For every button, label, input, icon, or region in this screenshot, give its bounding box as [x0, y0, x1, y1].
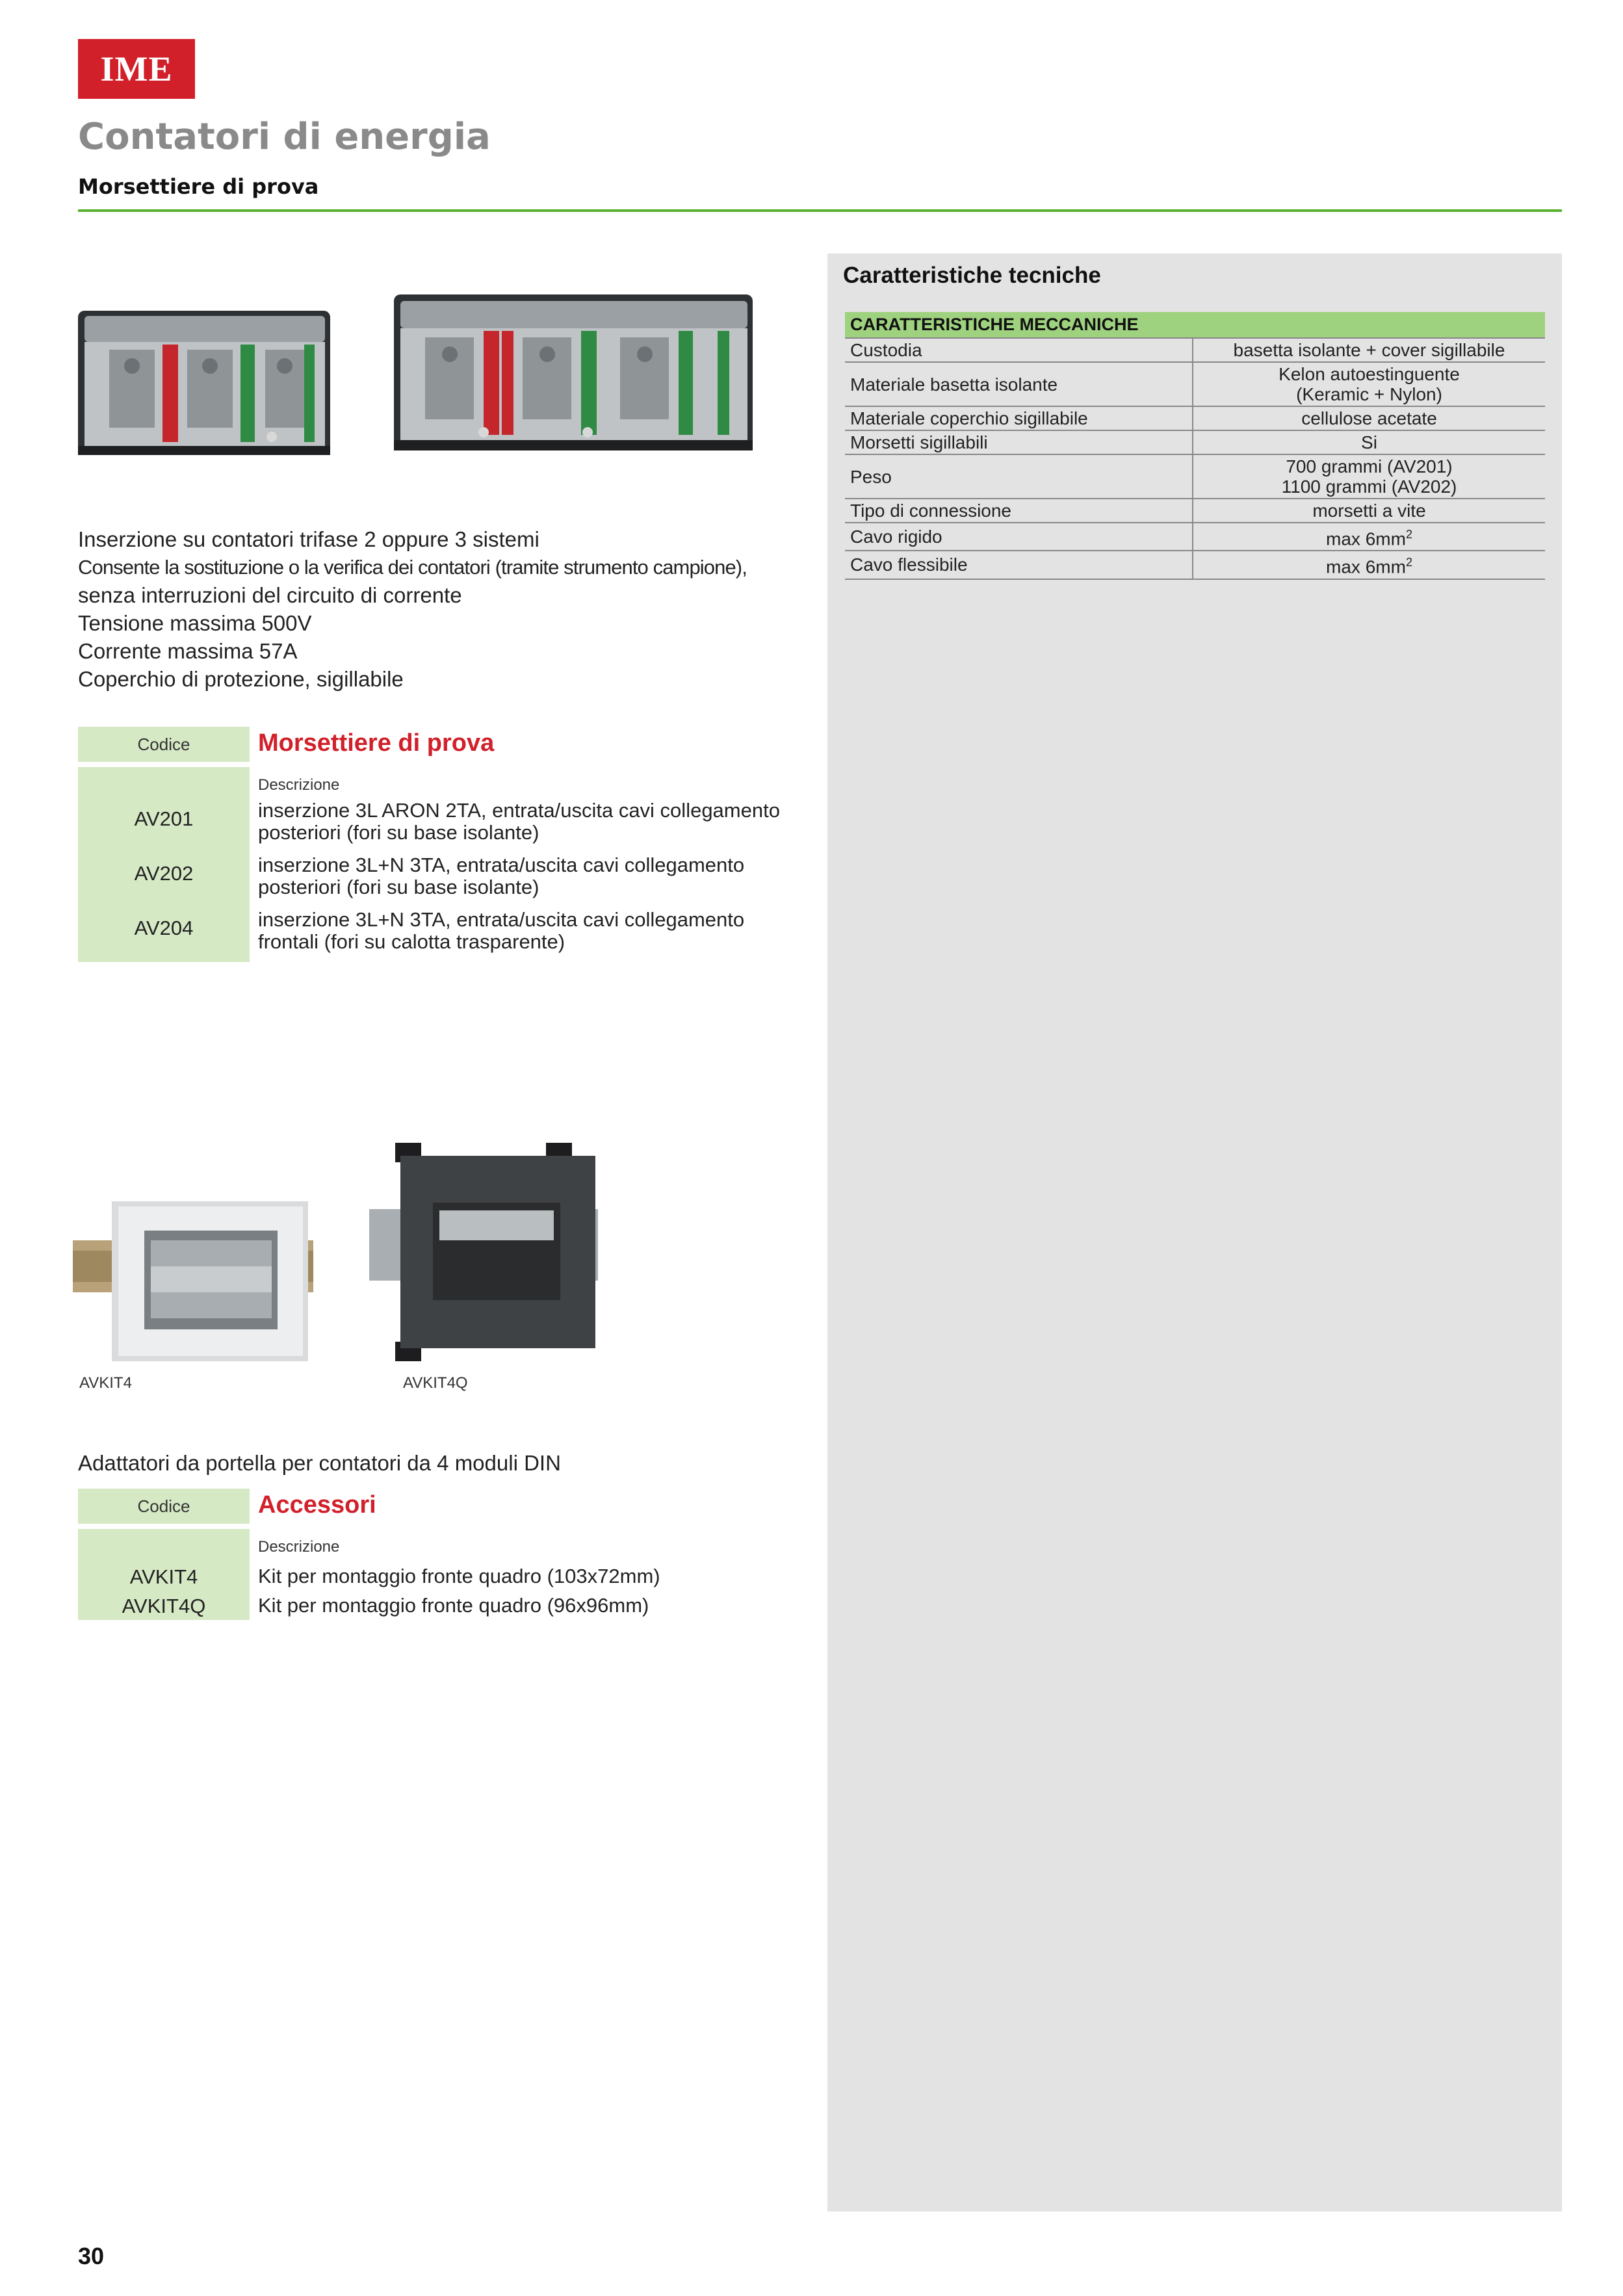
- spec-value: Si: [1193, 430, 1545, 454]
- spec-value: morsetti a vite: [1193, 499, 1545, 523]
- product-description: Inserzione su contatori trifase 2 oppure 3 sistemi Consente la sostituzione o la verifica dei contatori (tramite strumento campione), senza interruzioni del circuito di corrente Tensione massima 500V Corrente massima 57A Coperchio di protezione, sigillabile: [78, 527, 747, 691]
- terminal-block-small-image: [77, 304, 333, 460]
- accessories-code-table: [78, 1489, 825, 1619]
- spec-row: [845, 362, 1545, 406]
- product-desc: inserzione 3L ARON 2TA, entrata/uscita cavi collegamento posteriori (fori su base isolante): [258, 799, 780, 844]
- avkit4q-caption: AVKIT4Q: [403, 1374, 468, 1392]
- accessory-code: AVKIT4: [129, 1565, 198, 1588]
- avkit4q-image: [369, 1138, 598, 1366]
- terminal-block-large-image: [393, 289, 755, 457]
- product-desc: inserzione 3L+N 3TA, entrata/uscita cavi collegamento posteriori (fori su base isolante): [258, 854, 745, 898]
- product-code: AV201: [134, 807, 194, 830]
- accessory-code: AVKIT4Q: [122, 1595, 206, 1617]
- spec-label: Tipo di connessione: [845, 499, 1193, 523]
- products-title: Morsettiere di prova: [258, 729, 495, 757]
- spec-row: [845, 406, 1545, 430]
- avkit4-image: [73, 1195, 313, 1365]
- avkit4-caption: AVKIT4: [79, 1374, 132, 1392]
- spec-value: basetta isolante + cover sigillabile: [1193, 338, 1545, 362]
- specs-table: [845, 312, 1545, 580]
- specs-section-header: CARATTERISTICHE MECCANICHE: [845, 312, 1545, 338]
- spec-value: Kelon autoestinguente (Keramic + Nylon): [1193, 362, 1545, 406]
- spec-row: [845, 454, 1545, 499]
- spec-row: [845, 338, 1545, 362]
- spec-label: Peso: [845, 454, 1193, 499]
- code-header: Codice: [78, 727, 250, 762]
- spec-row: [845, 499, 1545, 523]
- header-divider: [78, 209, 1562, 212]
- product-desc: inserzione 3L+N 3TA, entrata/uscita cavi collegamento frontali (fori su calotta trasparente): [258, 908, 745, 953]
- spec-label: Materiale basetta isolante: [845, 362, 1193, 406]
- page-subtitle: Morsettiere di prova: [78, 174, 319, 199]
- adapters-description: Adattatori da portella per contatori da 4 moduli DIN: [78, 1451, 561, 1475]
- page-title: Contatori di energia: [78, 116, 491, 158]
- spec-value: cellulose acetate: [1193, 406, 1545, 430]
- product-code: AV202: [134, 862, 194, 885]
- product-code: AV204: [134, 917, 194, 939]
- accessory-desc: Kit per montaggio fronte quadro (103x72mm): [258, 1565, 660, 1587]
- specs-title: Caratteristiche tecniche: [843, 263, 1101, 288]
- spec-value: $\max 6mm^2$: [1193, 551, 1545, 579]
- accessories-title: Accessori: [258, 1491, 376, 1519]
- spec-row: [845, 430, 1545, 454]
- spec-value: $\max 6mm^2$: [1193, 523, 1545, 551]
- accessory-desc: Kit per montaggio fronte quadro (96x96mm): [258, 1594, 649, 1617]
- spec-label: Materiale coperchio sigillabile: [845, 406, 1193, 430]
- ime-logo: [78, 39, 195, 99]
- logo-text: IME: [100, 49, 173, 88]
- description-label: Descrizione: [258, 776, 340, 794]
- spec-label: Morsetti sigillabili: [845, 430, 1193, 454]
- products-code-table: [78, 727, 825, 967]
- spec-row: [845, 523, 1545, 551]
- spec-label: Custodia: [845, 338, 1193, 362]
- spec-label: Cavo flessibile: [845, 551, 1193, 579]
- spec-value: 700 grammi (AV201) 1100 grammi (AV202): [1193, 454, 1545, 499]
- description-label: Descrizione: [258, 1538, 340, 1556]
- code-header: Codice: [78, 1489, 250, 1524]
- page-number: 30: [78, 2243, 105, 2269]
- spec-row: [845, 551, 1545, 579]
- spec-label: Cavo rigido: [845, 523, 1193, 551]
